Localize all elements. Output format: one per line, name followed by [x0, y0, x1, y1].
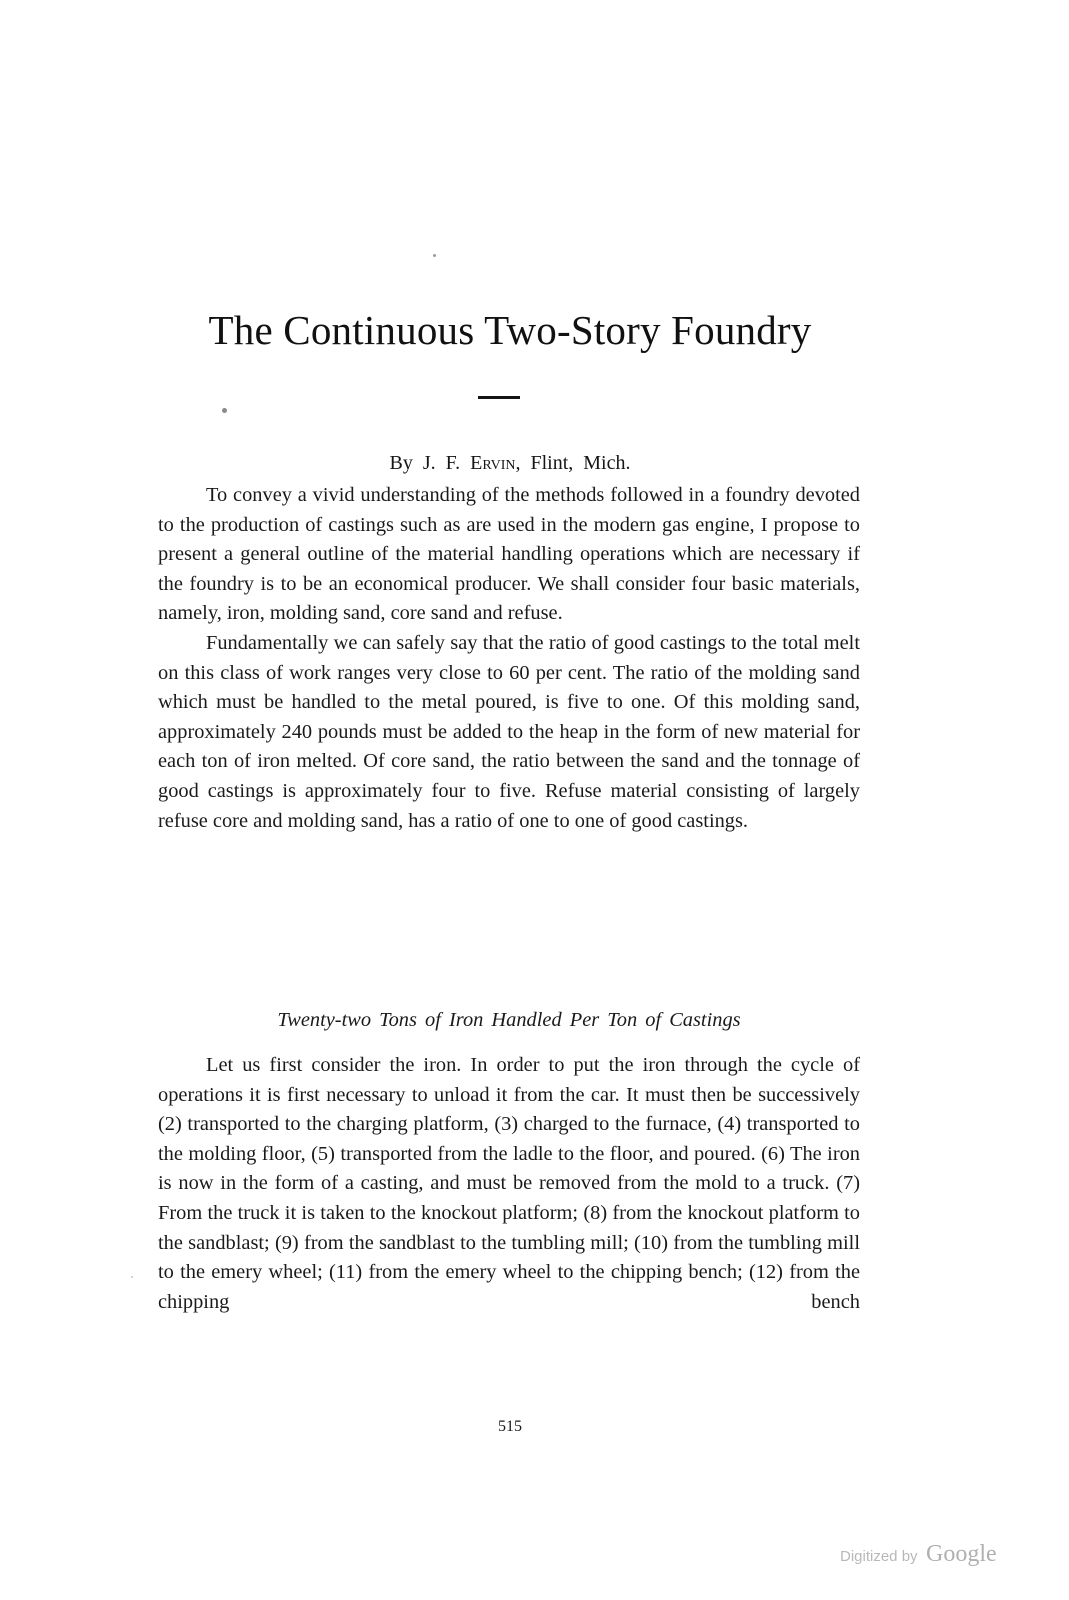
google-logo-text: Google: [926, 1541, 997, 1567]
article-title: The Continuous Two-Story Foundry: [208, 307, 812, 353]
watermark-prefix: Digitized by: [840, 1548, 918, 1565]
digitized-by-google-watermark: [840, 1541, 997, 1568]
iron-section: [158, 1051, 860, 1317]
scan-speck: [222, 408, 227, 413]
body-paragraph: Let us first consider the iron. In order to put the iron through the cycle of operations it is first necessary to unload it from the car. It must then be successively (2) transported to the charging platform, (3) charged to the furnace, (4) transported to the molding floor, (5) transported from the ladle to the floor, and poured. (6) The iron is now in the form of a casting, and must be removed from the mold to a truck. (7) From the truck it is taken to the knockout platform; (8) from the knockout platform to the sandblast; (9) from the sandblast to the tumbling mill; (10) from the tumbling mill to the emery wheel; (11) from the emery wheel to the chipping bench; (12) from the chipping bench: [158, 1054, 860, 1313]
page-number: 515: [498, 1418, 522, 1435]
body-paragraph: To convey a vivid understanding of the methods followed in a foundry devoted to the production of castings such as are used in the modern gas engine, I propose to present a general outline of the material handling operations which are necessary if the foundry is to be an economical producer. We shall consider four basic materials, namely, iron, molding sand, core sand and refuse.: [158, 484, 860, 625]
author-location: , Flint, Mich.: [515, 452, 631, 474]
title-divider-rule: [478, 396, 520, 399]
section-subheading: Twenty-two Tons of Iron Handled Per Ton of Castings: [277, 1009, 741, 1031]
intro-section: [158, 481, 860, 836]
scan-speck: [131, 1276, 133, 1278]
scan-speck: [433, 254, 436, 257]
author-byline: [150, 452, 870, 475]
body-paragraph: Fundamentally we can safely say that the ratio of good castings to the total melt on this class of work ranges very close to 60 per cent. The ratio of the molding sand which must be handled to the metal poured, is five to one. Of this molding sand, approximately 240 pounds must be added to the heap in the form of new material for each ton of iron melted. Of core sand, the ratio between the sand and the tonnage of good castings is approximately four to five. Refuse material consisting of largely refuse core and molding sand, has a ratio of one to one of good castings.: [158, 631, 860, 832]
author-surname: Ervin: [470, 452, 516, 474]
byline-prefix: By J. F.: [389, 452, 461, 474]
